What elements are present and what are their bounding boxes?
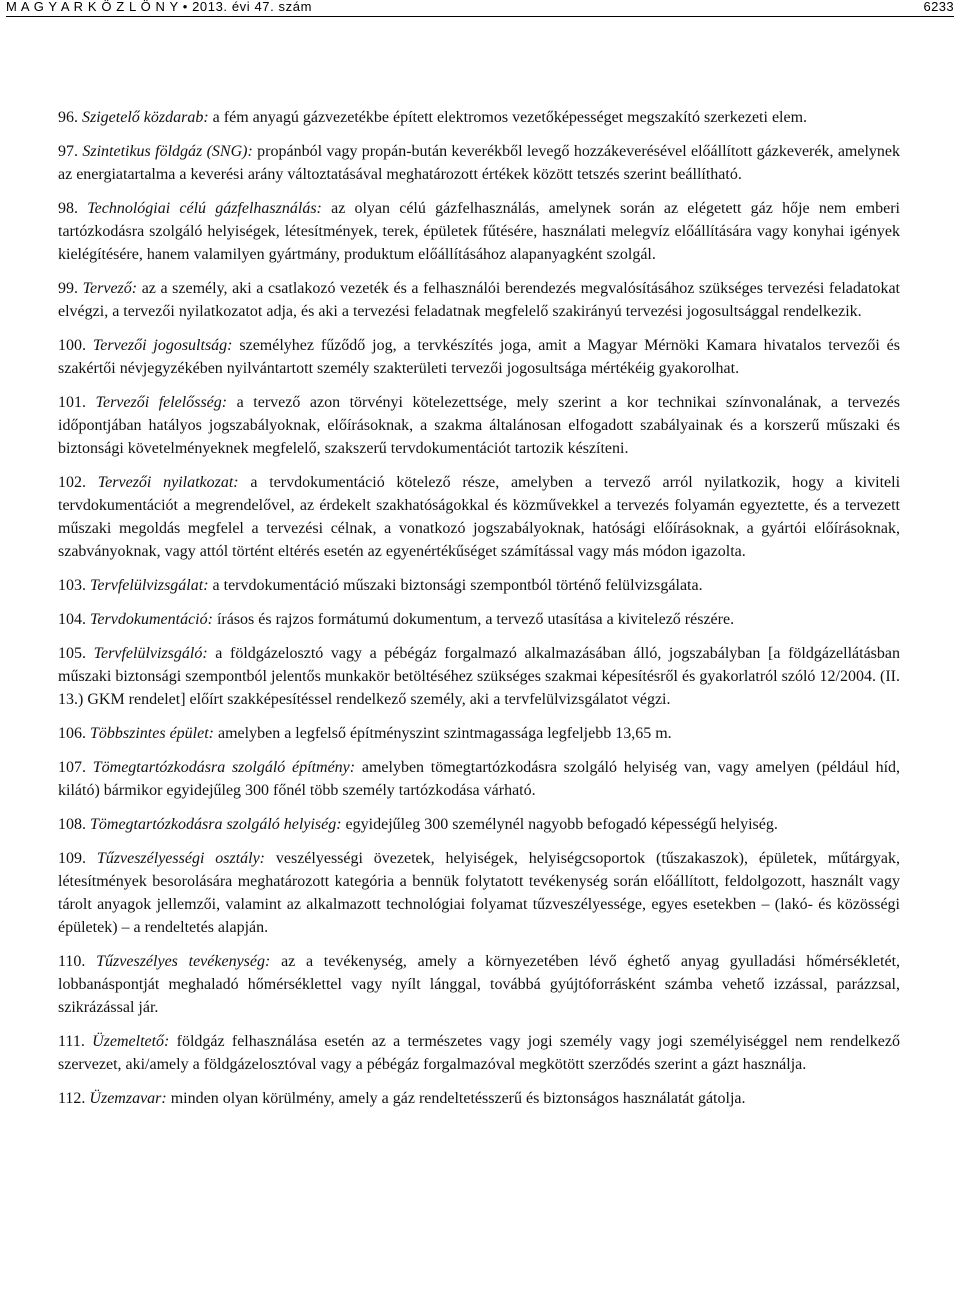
definition-number: 106. <box>58 725 86 742</box>
definition-number: 98. <box>58 200 78 217</box>
definition-text: a tervező azon törvényi kötelezettsége, mely szerint a kor technikai színvonalának, a tervezés időpontjában hatályos jogszabályoknak, előírásoknak, a szakma általánosan elfogadott szabályainak és a korszerű műszaki és biztonsági követelményeknek megfelelő, szakszerű tervdokumentációt tartozik készíteni. <box>58 394 901 457</box>
definition-102 <box>58 471 900 563</box>
definition-term: Tervezői felelősség: <box>95 394 228 411</box>
definition-number: 112. <box>58 1090 86 1107</box>
definition-text: a tervdokumentáció műszaki biztonsági szempontból történő felülvizsgálata. <box>208 577 703 594</box>
definition-text: amelyben a legfelső építményszint szintmagassága legfeljebb 13,65 m. <box>214 725 672 742</box>
definition-term: Tervezői nyilatkozat: <box>97 474 239 491</box>
definition-105 <box>58 642 900 711</box>
definition-97 <box>58 140 900 186</box>
definition-99 <box>58 277 900 323</box>
definition-number: 100. <box>58 337 86 354</box>
definition-98 <box>58 197 900 266</box>
definition-text: az a tevékenység, amely a környezetében lévő éghető anyag gyulladási hőmérsékletét, lobbanáspontját meghaladó hőmérséklettel vagy nyílt lánggal, továbbá gyújtóforrásként számba vehető izzással, parázzsal, szikrázással jár. <box>58 953 901 1016</box>
definition-text: a tervdokumentáció kötelező része, amelyben a tervező arról nyilatkozik, hogy a kiviteli tervdokumentációt a megrendelővel, az érdekelt szakhatóságokkal és közművekkel a tervezés folyamán egyeztette, és a tervezett műszaki megoldás megfelel a tervezési célnak, a vonatkozó jogszabályoknak, hatósági előírásoknak, a gyártói előírásoknak, szabványoknak, vagy attól történt eltérés esetén az egyenértékűséget számítással vagy más módon igazolta. <box>58 474 901 560</box>
definition-107 <box>58 756 900 802</box>
definition-number: 97. <box>58 143 78 160</box>
definition-text: személyhez fűződő jog, a tervkészítés joga, amit a Magyar Mérnöki Kamara hivatalos tervezői és szakértői névjegyzékében nyilvántartott személy szakterületi tervezői jogosultsága mértékéig gyakorolhat. <box>58 337 901 377</box>
definition-number: 104. <box>58 611 86 628</box>
definition-111 <box>58 1030 900 1076</box>
definition-number: 103. <box>58 577 86 594</box>
definition-text: propánból vagy propán-bután keverékből levegő hozzákeverésével előállított gázkeverék, amelynek az energiatartalma a keverési arány változtatásával meghatározott értékek között tetszés szerint beállítható. <box>58 143 901 183</box>
definition-number: 96. <box>58 109 78 126</box>
definition-103 <box>58 574 900 597</box>
definition-term: Szigetelő közdarab: <box>82 109 209 126</box>
definition-text: a földgázelosztó vagy a pébégáz forgalmazó alkalmazásában álló, jogszabályban [a földgázellátásban műszaki biztonsági szempontból jelentős munkakör betöltéséhez szükséges szakmai képesítésről és gyakorlatról szóló 12/2004. (II. 13.) GKM rendelet] előírt szakképesítéssel rendelkező személy, aki a tervfelülvizsgálatot végzi. <box>58 645 901 708</box>
definition-text: az olyan célú gázfelhasználás, amelynek során az elégetett gáz hője nem emberi tartózkodásra szolgáló helyiségek, létesítmények, terek, épületek fűtésére, használati melegvíz előállítására vagy konyhai igények kielégítésére, hanem valamilyen gyártmány, produktum előállításához alapanyagként szolgál. <box>58 200 900 263</box>
definition-108 <box>58 813 900 836</box>
definition-number: 101. <box>58 394 86 411</box>
definition-term: Üzemeltető: <box>92 1033 170 1050</box>
definition-term: Szintetikus földgáz (SNG): <box>82 143 253 160</box>
definition-112 <box>58 1087 900 1110</box>
definitions-list <box>58 106 900 1121</box>
definition-term: Tervezői jogosultság: <box>92 337 233 354</box>
definition-109 <box>58 847 900 939</box>
definition-term: Tömegtartózkodásra szolgáló helyiség: <box>90 816 342 833</box>
definition-term: Tervfelülvizsgálat: <box>90 577 209 594</box>
definition-text: földgáz felhasználása esetén az a természetes vagy jogi személy vagy jogi személyiséggel nem rendelkező szervezet, aki/amely a földgázelosztóval vagy a pébégáz forgalmazóval megkötött szerződés szerint a gázt használja. <box>58 1033 901 1073</box>
definition-text: az a személy, aki a csatlakozó vezeték és a felhasználói berendezés megvalósításához szükséges tervezési feladatokat elvégzi, a tervezői nyilatkozatot adja, és aki a tervezési feladatnak megfelelő szakirányú tervezési jogosultsággal rendelkezik. <box>58 280 901 320</box>
definition-term: Üzemzavar: <box>89 1090 167 1107</box>
definition-term: Technológiai célú gázfelhasználás: <box>87 200 322 217</box>
definition-term: Tűzveszélyességi osztály: <box>96 850 266 867</box>
publication-title: M A G Y A R K Ö Z L Ö N Y • 2013. évi 47. szám <box>6 0 313 14</box>
definition-number: 99. <box>58 280 78 297</box>
definition-96 <box>58 106 900 129</box>
definition-110 <box>58 950 900 1019</box>
definition-term: Többszintes épület: <box>90 725 214 742</box>
definition-101 <box>58 391 900 460</box>
definition-term: Tervező: <box>82 280 138 297</box>
definition-term: Tervfelülvizsgáló: <box>93 645 208 662</box>
definition-term: Tömegtartózkodásra szolgáló építmény: <box>92 759 356 776</box>
definition-term: Tervdokumentáció: <box>90 611 213 628</box>
definition-text: írásos és rajzos formátumú dokumentum, a tervező utasítása a kivitelező részére. <box>212 611 735 628</box>
definition-106 <box>58 722 900 745</box>
definition-number: 105. <box>58 645 86 662</box>
definition-number: 111. <box>58 1033 85 1050</box>
definition-number: 108. <box>58 816 86 833</box>
definition-number: 107. <box>58 759 86 776</box>
definition-100 <box>58 334 900 380</box>
page-header <box>6 0 954 14</box>
definition-text: egyidejűleg 300 személynél nagyobb befogadó képességű helyiség. <box>341 816 778 833</box>
definition-term: Tűzveszélyes tevékenység: <box>96 953 271 970</box>
definition-text: veszélyességi övezetek, helyiségek, helyiségcsoportok (tűszakaszok), épületek, műtárgyak, létesítmények besorolására meghatározott kategória a bennük folytatott tevékenység során előállított, feldolgozott, használt vagy tárolt anyagok jellemzői, valamint az alkalmazott technológiai folyamat tűzveszélyessége, egyes esetekben – (lakó- és közösségi épületek) – a rendeltetés alapján. <box>58 850 901 936</box>
page-number: 6233 <box>923 0 954 14</box>
definition-number: 109. <box>58 850 86 867</box>
definition-text: a fém anyagú gázvezetékbe épített elektromos vezetőképességet megszakító szerkezeti elem. <box>208 109 808 126</box>
definition-text: amelyben tömegtartózkodásra szolgáló helyiség van, vagy amelyen (például híd, kilátó) bármikor egyidejűleg 300 főnél több személy tartózkodása várható. <box>58 759 901 799</box>
header-rule <box>6 16 954 17</box>
definition-104 <box>58 608 900 631</box>
definition-number: 110. <box>58 953 86 970</box>
definition-number: 102. <box>58 474 86 491</box>
definition-text: minden olyan körülmény, amely a gáz rendeltetésszerű és biztonságos használatát gátolja. <box>166 1090 746 1107</box>
